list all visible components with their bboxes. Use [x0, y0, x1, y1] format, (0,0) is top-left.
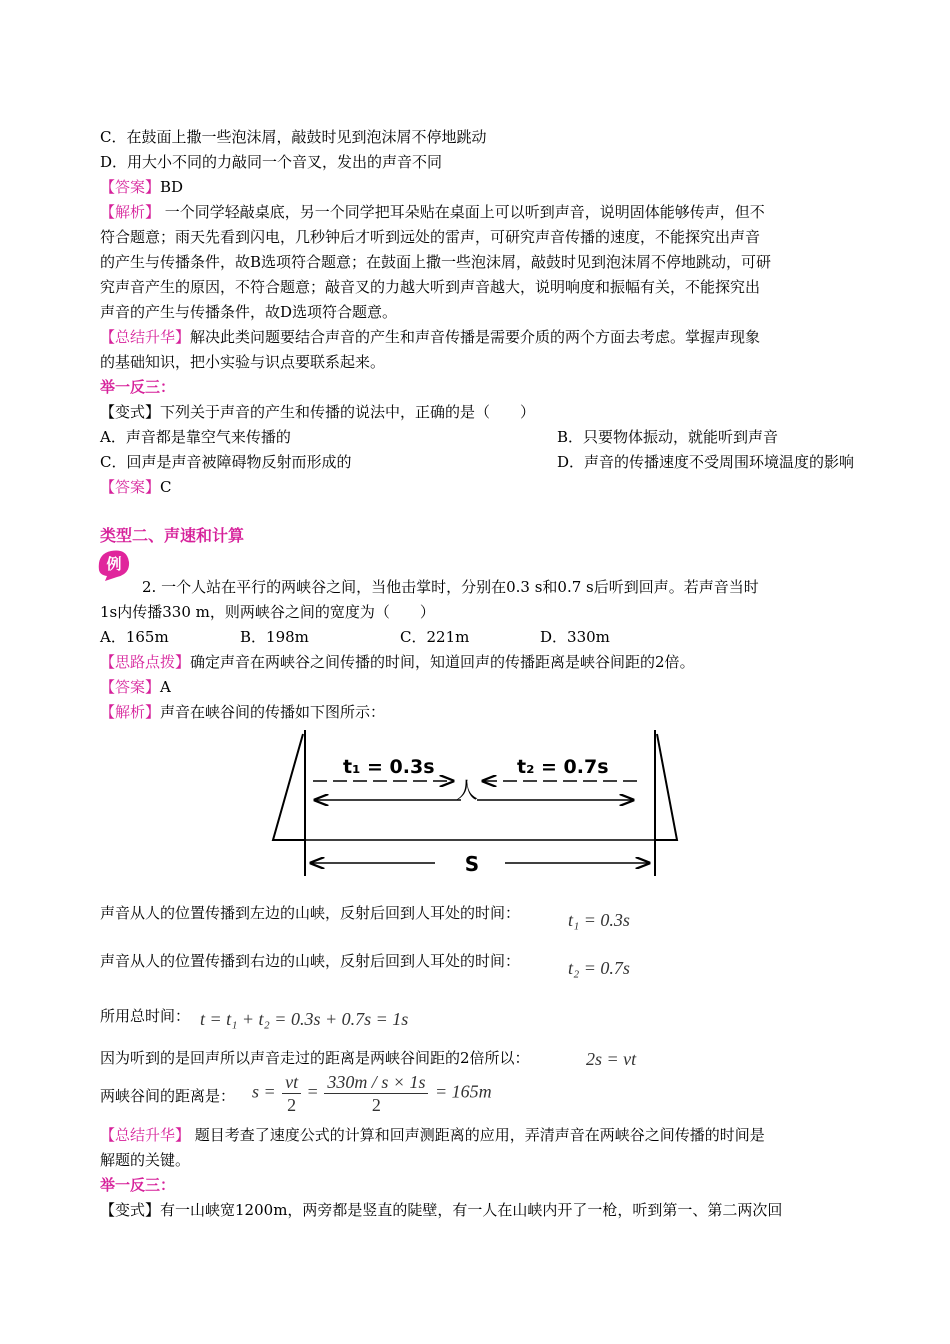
option-c-line: C．在鼓面上撒一些泡沫屑，敲鼓时见到泡沫屑不停地跳动 [100, 128, 487, 146]
explain-line: 声音从人的位置传播到左边的山峡，反射后回到人耳处的时间： [100, 904, 521, 922]
analysis-tag: 【解析】 [100, 203, 161, 221]
option-d-line: D．用大小不同的力敲同一个音叉，发出的声音不同 [100, 153, 443, 171]
analysis-tag: 【解析】 [100, 703, 161, 721]
option-b: B．只要物体振动，就能听到声音 [557, 428, 779, 446]
answer-tag: 【答案】 [100, 678, 161, 696]
variant-line [100, 1197, 860, 1223]
t2-label: t₂ = 0.7s [517, 756, 609, 778]
answer-line [100, 174, 860, 200]
answer-line [100, 674, 860, 700]
summary-tag: 【总结升华】 [100, 328, 191, 346]
badge-label: 例 [106, 555, 122, 573]
formula-t2: t₂ = 0.7s [568, 958, 630, 978]
explain-line: 声音从人的位置传播到右边的山峡，反射后回到人耳处的时间： [100, 952, 521, 970]
practice-heading: 举一反三： [100, 1176, 176, 1194]
answer-tag: 【答案】 [100, 478, 161, 496]
summary-text: 题目考查了速度公式的计算和回声测距离的应用，弄清声音在两峡谷之间传播的时间是 [190, 1126, 765, 1144]
formula-width: s = $\frac{vt}{2}$ = $\frac{330m / s \times 1s}{2}$ = 165m [252, 1072, 492, 1115]
analysis-text: 符合题意；雨天先看到闪电，几秒钟后才听到远处的雷声，可研究声音传播的速度，不能探究出声音 [100, 228, 761, 246]
summary-text: 解决此类问题要结合声音的产生和声音传播是需要介质的两个方面去考虑。掌握声现象 [190, 328, 761, 346]
hint-line [100, 649, 860, 675]
analysis-text: 究声音产生的原因，不符合题意；敲音叉的力越大听到声音越大，说明响度和振幅有关，不能探究出 [100, 278, 761, 296]
analysis-text: 一个同学轻敲桌底，另一个同学把耳朵贴在桌面上可以听到声音，说明固体能够传声，但不 [160, 203, 765, 221]
explain-line: 所用总时间： [100, 1007, 191, 1025]
left-cliff [273, 734, 305, 840]
s-label: S [464, 852, 480, 876]
explain-line: 因为听到的是回声所以声音走过的距离是两峡谷间距的2倍所以： [100, 1049, 530, 1067]
right-cliff [655, 734, 677, 840]
answer-tag: 【答案】 [100, 178, 161, 196]
answer-value: C [160, 478, 172, 496]
analysis-line [100, 699, 860, 725]
option-a: A．声音都是靠空气来传播的 [100, 428, 291, 446]
analysis-text: 声音在峡谷间的传播如下图所示： [160, 703, 386, 721]
section-title: 类型二、声速和计算 [100, 526, 245, 545]
variant-text: 有一山峡宽1200m，两旁都是竖直的陡壁，有一人在山峡内开了一枪，听到第一、第二两次回 [160, 1201, 783, 1219]
hint-text: 确定声音在两峡谷之间传播的时间，知道回声的传播距离是峡谷间距的2倍。 [190, 653, 695, 671]
formula-t1: t₁ = 0.3s [568, 910, 630, 930]
summary-text: 解题的关键。 [100, 1151, 191, 1169]
formula-total-time: t = t₁ + t₂ = 0.3s + 0.7s = 1s [200, 1009, 409, 1029]
option-c: C．回声是声音被障碍物反射而形成的 [100, 453, 352, 471]
canyon-diagram [265, 728, 685, 883]
answer-value: A [160, 678, 171, 696]
option-d: D．声音的传播速度不受周围环境温度的影响 [557, 453, 855, 471]
analysis-text: 的产生与传播条件，故B选项符合题意；在鼓面上撒一些泡沫屑，敲鼓时见到泡沫屑不停地跳动，可研 [100, 253, 772, 271]
summary-tag: 【总结升华】 [100, 1126, 191, 1144]
variant-line [100, 399, 860, 425]
question-text: 1s内传播330 m，则两峡谷之间的宽度为（ ） [100, 603, 435, 621]
example-badge-icon [95, 548, 133, 582]
question-options [100, 624, 860, 650]
options-row [100, 424, 860, 450]
hint-tag: 【思路点拨】 [100, 653, 191, 671]
variant-tag: 【变式】 [100, 1201, 161, 1219]
t1-label: t₁ = 0.3s [343, 756, 435, 778]
q-option-d: D．330m [540, 628, 610, 646]
answer-value: BD [160, 178, 184, 196]
summary-line [100, 324, 860, 350]
q-option-b: B．198m [240, 628, 309, 646]
person-figure: 人 [455, 779, 479, 804]
analysis-line [100, 199, 860, 225]
analysis-text: 声音的产生与传播条件，故D选项符合题意。 [100, 303, 398, 321]
summary-text: 的基础知识，把小实验与识点要联系起来。 [100, 353, 386, 371]
practice-heading: 举一反三： [100, 378, 176, 396]
summary-line [100, 1122, 860, 1148]
explain-line: 两峡谷间的距离是： [100, 1087, 236, 1105]
variant-tag: 【变式】 [100, 403, 161, 421]
formula-distance: 2s = vt [586, 1049, 637, 1069]
q-option-a: A．165m [100, 628, 169, 646]
variant-text: 下列关于声音的产生和传播的说法中，正确的是（ ） [160, 403, 536, 421]
options-row [100, 449, 860, 475]
q-option-c: C．221m [400, 628, 470, 646]
question-text: 2. 一个人站在平行的两峡谷之间，当他击掌时，分别在0.3 s和0.7 s后听到回声。若声音当时 [142, 578, 759, 596]
answer-line [100, 474, 860, 500]
